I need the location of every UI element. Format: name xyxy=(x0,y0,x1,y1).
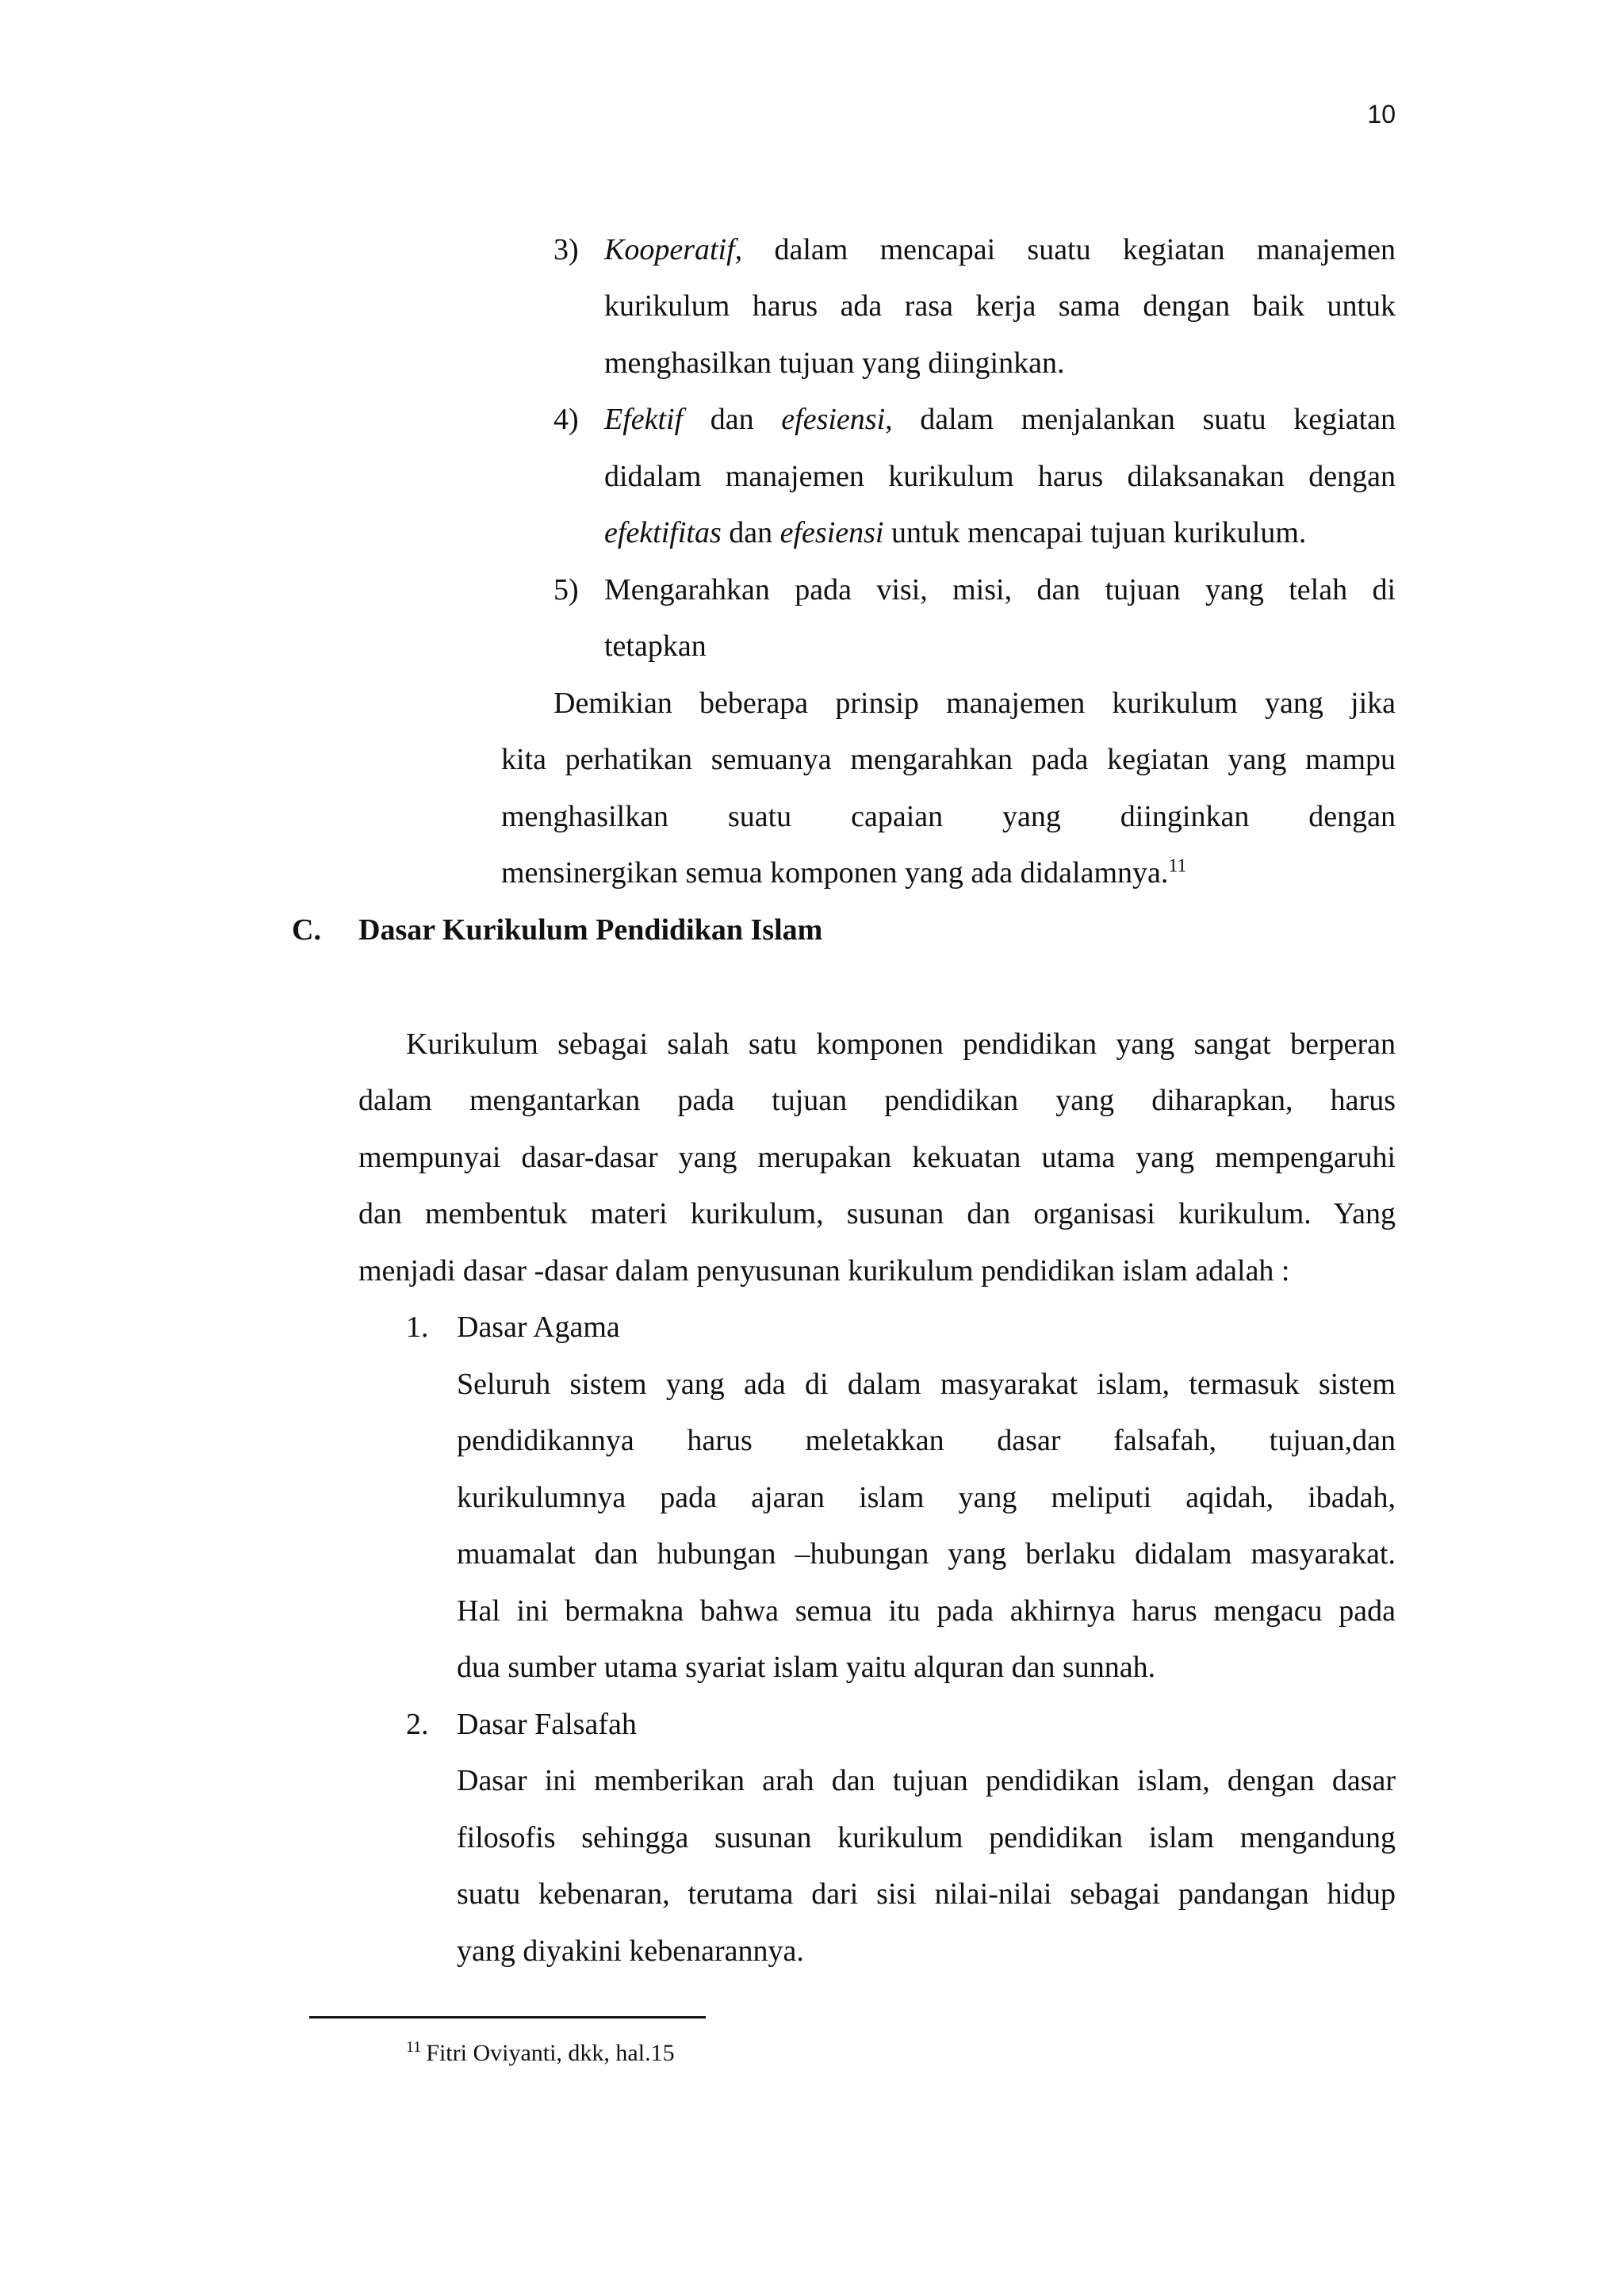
section-label: C. xyxy=(292,913,321,947)
principle-4-term-efektif: Efektif xyxy=(604,403,684,436)
principle-3-line-1 xyxy=(604,222,1396,279)
footnote-separator xyxy=(309,2016,706,2019)
base-2-line: Dasar ini memberikan arah dan tujuan pendidikan islam, dengan dasar xyxy=(457,1764,1396,1797)
principle-3-line-1-text: dalam mencapai suatu kegiatan manajemen xyxy=(774,233,1396,266)
base-1-title: Dasar Agama xyxy=(457,1311,620,1344)
principle-4-line-3-text: untuk mencapai tujuan kurikulum. xyxy=(891,516,1307,549)
principle-4-conj: dan xyxy=(710,403,754,436)
principle-5-line-1: Mengarahkan pada visi, misi, dan tujuan yang telah di xyxy=(604,573,1396,607)
principle-5-line-2: tetapkan xyxy=(604,629,707,663)
principle-4-line-1-text: , dalam menjalankan suatu kegiatan xyxy=(885,403,1396,436)
base-2-title: Dasar Falsafah xyxy=(457,1708,637,1741)
base-1-line: Hal ini bermakna bahwa semua itu pada akhirnya harus mengacu pada xyxy=(457,1594,1396,1628)
summary-line-4-text: mensinergikan semua komponen yang ada didalamnya. xyxy=(501,856,1169,890)
intro-line-1: Kurikulum sebagai salah satu komponen pendidikan yang sangat berperan xyxy=(406,1027,1396,1061)
base-2-line: yang diyakini kebenarannya. xyxy=(457,1934,804,1968)
intro-line-4: dan membentuk materi kurikulum, susunan dan organisasi kurikulum. Yang xyxy=(358,1197,1396,1230)
intro-line-5: menjadi dasar -dasar dalam penyusunan kurikulum pendidikan islam adalah : xyxy=(358,1254,1290,1288)
footnote-reference: 11 xyxy=(1168,855,1187,877)
section-title: Dasar Kurikulum Pendidikan Islam xyxy=(358,913,823,947)
principle-3-title: Kooperatif, xyxy=(604,233,743,266)
principle-4-term-efektifitas: efektifitas xyxy=(604,516,722,549)
summary-line-3: menghasilkan suatu capaian yang diinginkan dengan xyxy=(501,800,1396,833)
base-number: 2. xyxy=(406,1708,429,1741)
base-2-line: filosofis sehingga susunan kurikulum pendidikan islam mengandung xyxy=(457,1821,1396,1854)
footnote-text: Fitri Oviyanti, dkk, hal.15 xyxy=(426,2040,675,2066)
base-1-line: dua sumber utama syariat islam yaitu alquran dan sunnah. xyxy=(457,1651,1156,1684)
principle-number: 3) xyxy=(553,233,579,266)
summary-line-2: kita perhatikan semuanya mengarahkan pada kegiatan yang mampu xyxy=(501,743,1396,776)
principle-4-term-efesiensi-2: efesiensi xyxy=(779,516,884,549)
base-1-line: kurikulumnya pada ajaran islam yang meliputi aqidah, ibadah, xyxy=(457,1481,1396,1514)
base-1-line: muamalat dan hubungan –hubungan yang berlaku didalam masyarakat. xyxy=(457,1537,1396,1571)
principle-4-term-efesiensi: efesiensi xyxy=(781,403,886,436)
base-1-line: Seluruh sistem yang ada di dalam masyarakat islam, termasuk sistem xyxy=(457,1368,1396,1401)
principle-3-line-3: menghasilkan tujuan yang diinginkan. xyxy=(604,346,1065,380)
principle-4-line-2: didalam manajemen kurikulum harus dilaksanakan dengan xyxy=(604,460,1396,493)
summary-line-1: Demikian beberapa prinsip manajemen kurikulum yang jika xyxy=(553,687,1396,720)
principle-4-line-3 xyxy=(604,505,1396,562)
page-number: 10 xyxy=(1367,100,1396,128)
summary-line-4 xyxy=(501,845,1396,902)
footnote xyxy=(406,2036,675,2071)
principle-3-line-2: kurikulum harus ada rasa kerja sama dengan baik untuk xyxy=(604,289,1396,323)
intro-line-3: mempunyai dasar-dasar yang merupakan kekuatan utama yang mempengaruhi xyxy=(358,1141,1396,1174)
base-2-line: suatu kebenaran, terutama dari sisi nilai-nilai sebagai pandangan hidup xyxy=(457,1877,1396,1911)
principle-number: 4) xyxy=(553,403,579,436)
principle-4-conj-2: dan xyxy=(729,516,773,549)
principle-4-line-1 xyxy=(604,392,1396,449)
footnote-number: 11 xyxy=(406,2038,422,2056)
intro-line-2: dalam mengantarkan pada tujuan pendidikan yang diharapkan, harus xyxy=(358,1084,1396,1117)
base-1-line: pendidikannya harus meletakkan dasar falsafah, tujuan,dan xyxy=(457,1424,1396,1457)
base-number: 1. xyxy=(406,1311,429,1344)
principle-number: 5) xyxy=(553,573,579,607)
